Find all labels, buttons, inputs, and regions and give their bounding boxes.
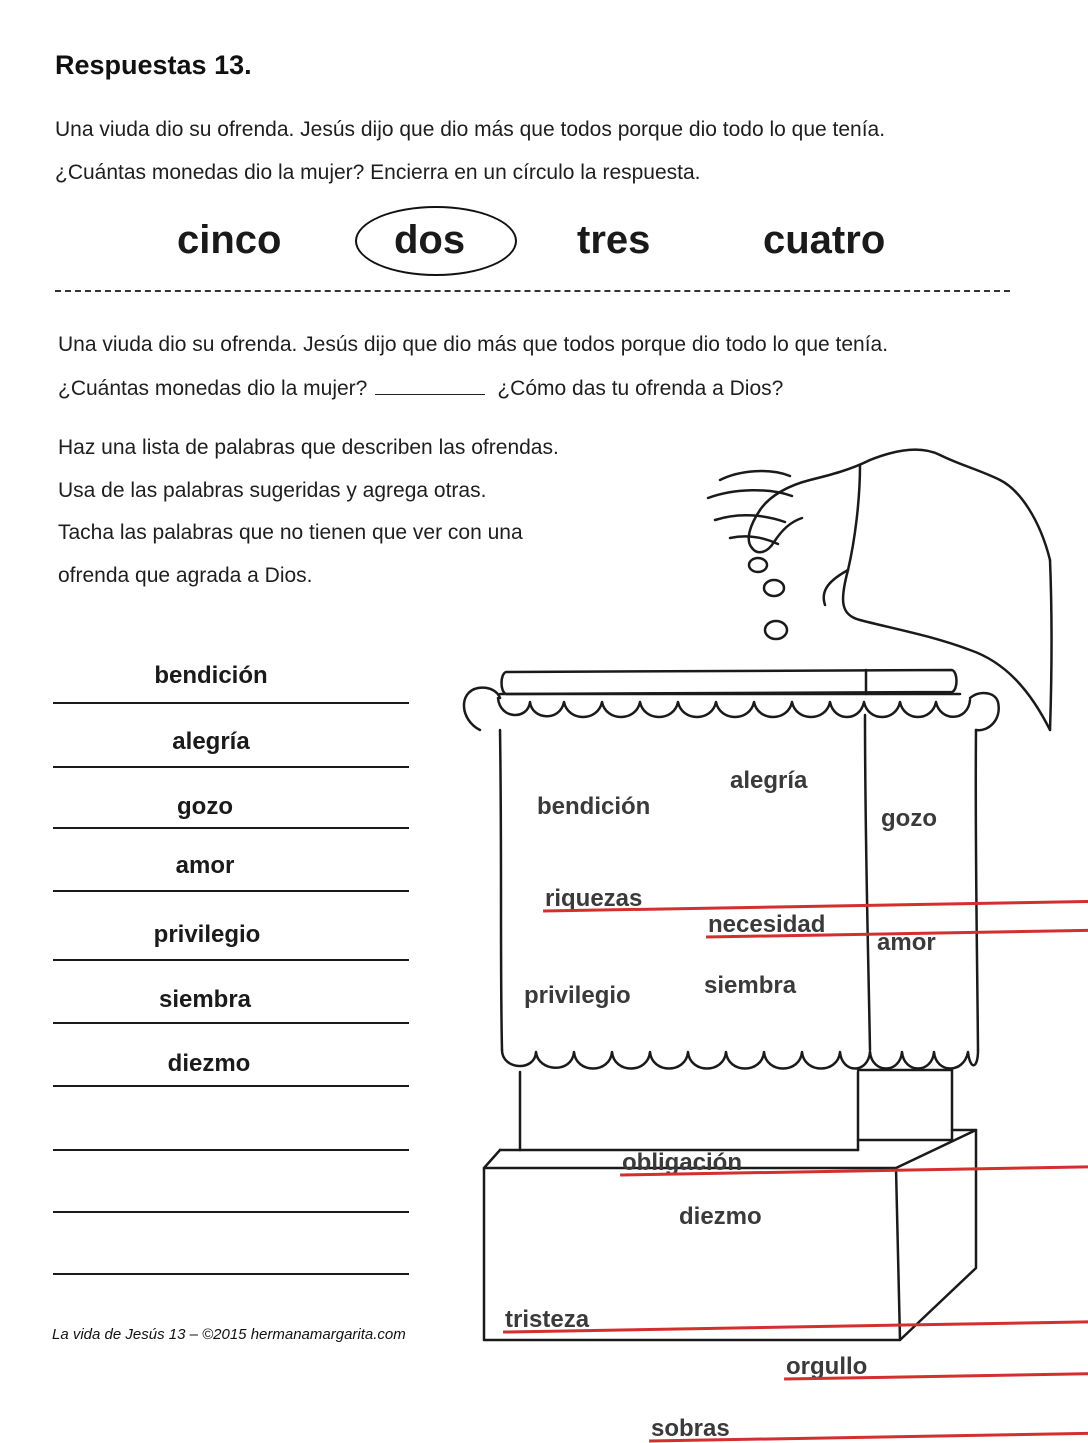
list-line[interactable] <box>53 827 409 829</box>
box-word-siembra: siembra <box>704 972 797 999</box>
box-word-bendicion: bendición <box>537 793 651 820</box>
box-word-sobras-crossed: sobras <box>651 1415 1088 1443</box>
box-word-obligacion-crossed: obligación <box>622 1149 1088 1177</box>
instruction-3: Tacha las palabras que no tienen que ver con una <box>58 521 523 544</box>
box-word-privilegio: privilegio <box>524 982 631 1009</box>
list-line[interactable] <box>53 702 409 704</box>
box-word-necesidad-crossed: necesidad <box>708 911 1088 939</box>
list-item: amor <box>175 852 235 879</box>
instruction-2: Usa de las palabras sugeridas y agrega otras. <box>58 479 487 502</box>
cut-line-divider <box>55 290 1010 292</box>
list-item: gozo <box>177 793 233 820</box>
list-line[interactable] <box>53 890 409 892</box>
list-line[interactable] <box>53 959 409 961</box>
instruction-4: ofrenda que agrada a Dios. <box>58 564 313 587</box>
part1-line1: Una viuda dio su ofrenda. Jesús dijo que dio más que todos porque dio todo lo que tenía. <box>55 118 886 141</box>
list-item: bendición <box>154 662 268 689</box>
choice-dos[interactable]: dos <box>394 218 466 262</box>
box-word-alegria: alegría <box>730 767 808 794</box>
list-line[interactable] <box>53 766 409 768</box>
list-item: alegría <box>172 728 250 755</box>
instruction-1: Haz una lista de palabras que describen las ofrendas. <box>58 436 559 459</box>
list-line[interactable] <box>53 1022 409 1024</box>
list-item: privilegio <box>153 921 261 948</box>
page-title: Respuestas 13. <box>55 50 252 80</box>
list-item: diezmo <box>167 1050 251 1077</box>
footer-credit: La vida de Jesús 13 – ©2015 hermanamargarita.com <box>52 1326 406 1343</box>
list-line[interactable] <box>53 1085 409 1087</box>
list-item: siembra <box>158 986 252 1013</box>
list-line[interactable] <box>53 1211 409 1213</box>
box-word-riquezas-crossed: riquezas <box>545 885 1088 913</box>
part1-line2: ¿Cuántas monedas dio la mujer? Encierra en un círculo la respuesta. <box>55 161 701 184</box>
list-line[interactable] <box>53 1273 409 1275</box>
choice-tres[interactable]: tres <box>577 218 651 262</box>
choice-cuatro[interactable]: cuatro <box>763 218 886 262</box>
box-word-orgullo-crossed: orgullo <box>786 1353 1088 1381</box>
list-line[interactable] <box>53 1149 409 1151</box>
question-coins: ¿Cuántas monedas dio la mujer? <box>58 377 368 400</box>
part2-line2 <box>58 376 783 401</box>
answer-blank[interactable] <box>375 376 485 395</box>
question-offering: ¿Cómo das tu ofrenda a Dios? <box>497 377 784 400</box>
box-word-gozo: gozo <box>881 805 937 832</box>
part2-line1: Una viuda dio su ofrenda. Jesús dijo que dio más que todos porque dio todo lo que tenía. <box>58 333 889 356</box>
box-word-amor: amor <box>877 929 936 956</box>
choice-cinco[interactable]: cinco <box>177 218 282 262</box>
box-word-diezmo: diezmo <box>679 1203 762 1230</box>
box-word-tristeza-crossed: tristeza <box>505 1306 1088 1334</box>
